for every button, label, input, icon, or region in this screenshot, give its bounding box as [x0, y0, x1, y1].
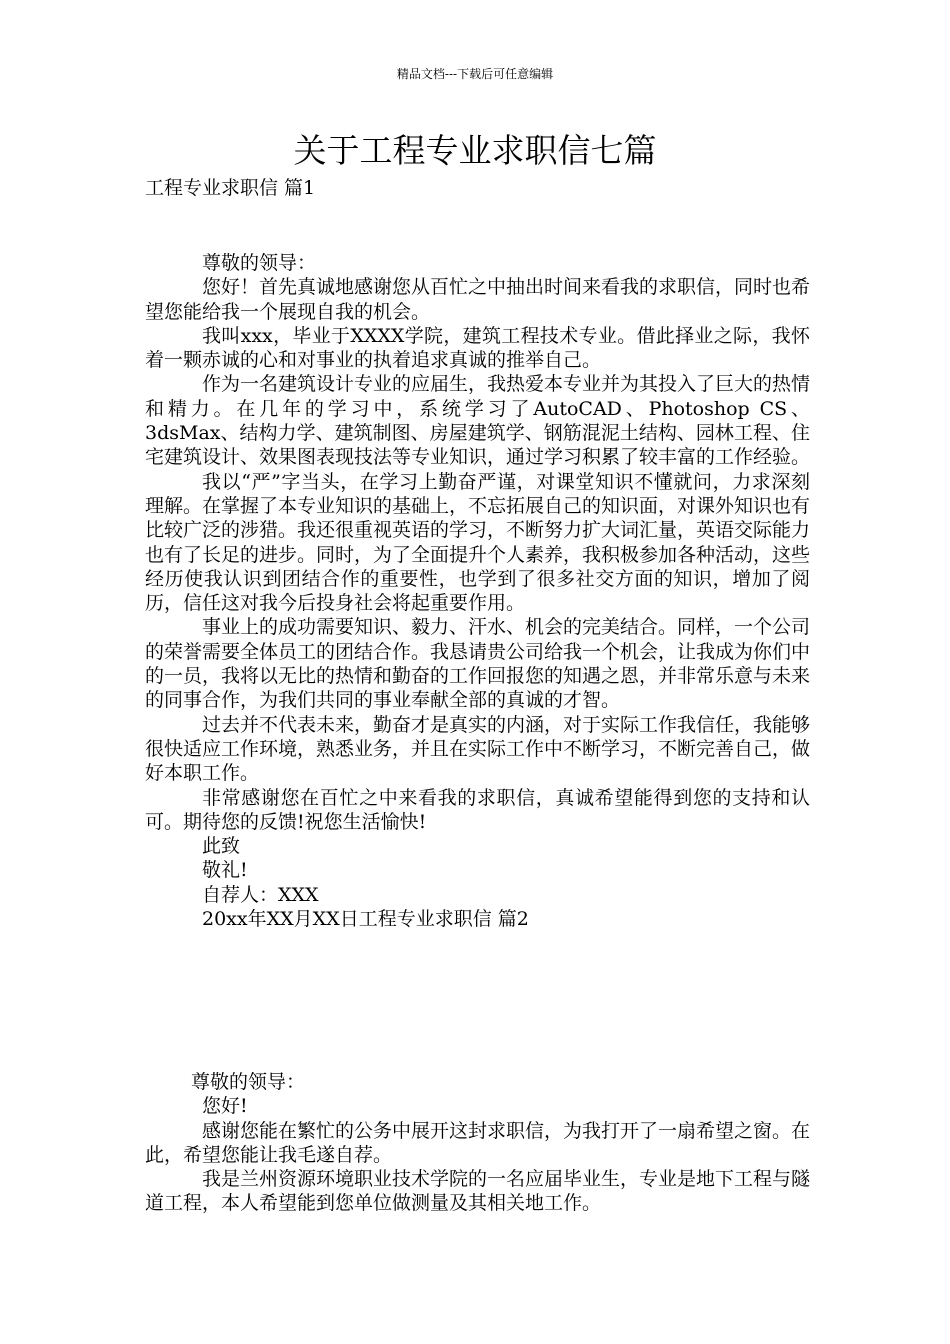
- page-header: 精品文档---下载后可任意编辑: [396, 67, 554, 81]
- paragraph: 作为一名建筑设计专业的应届生，我热爱本专业并为其投入了巨大的热情和精力。在几年的学习中，系统学习了AutoCAD、Photoshop CS、3dsMax、结构力学、建筑制图、房屋建筑学、钢筋混泥土结构、园林工程、住宅建筑设计、效果图表现技法等专业知识，通过学习积累了较丰富的工作经验。: [145, 373, 811, 469]
- paragraph: 我叫xxx，毕业于XXXX学院，建筑工程技术专业。借此择业之际，我怀着一颗赤诚的心和对事业的执着追求真诚的推举自己。: [145, 324, 810, 372]
- salutation: 尊敬的领导：: [202, 252, 317, 274]
- paragraph: 我以“严”字当头，在学习上勤奋严谨，对课堂知识不懂就问，力求深刻理解。在掌握了本专业知识的基础上，不忘拓展自己的知识面，对课外知识也有比较广泛的涉猎。我还很重视英语的学习，不断努力扩大词汇量，英语交际能力也有了长足的进步。同时，为了全面提升个人素养，我积极参加各种活动，这些经历使我认识到团结合作的重要性，也学到了很多社交方面的知识，增加了阅历，信任这对我今后投身社会将起重要作用。: [145, 470, 811, 615]
- greeting: 您好!: [202, 1095, 248, 1118]
- signature: 自荐人：XXX: [202, 883, 319, 906]
- closing-line: 敬礼!: [202, 859, 248, 882]
- closing-line: 此致: [202, 835, 241, 858]
- paragraph: 感谢您能在繁忙的公务中展开这封求职信，为我打开了一扇希望之窗。在此，希望您能让我毛遂自荐。: [145, 1119, 811, 1166]
- paragraph: 我是兰州资源环境职业技术学院的一名应届毕业生，专业是地下工程与隧道工程，本人希望能到您单位做测量及其相关地工作。: [145, 1168, 811, 1215]
- paragraph: 事业上的成功需要知识、毅力、汗水、机会的完美结合。同样，一个公司的荣誉需要全体员工的团结合作。我恳请贵公司给我一个机会，让我成为你们中的一员，我将以无比的热情和勤奋的工作回报您的知遇之恩，并非常乐意与未来的同事合作，为我们共同的事业奉献全部的真诚的才智。: [145, 616, 811, 712]
- document-title: 关于工程专业求职信七篇: [293, 131, 657, 170]
- salutation: 尊敬的领导：: [191, 1071, 306, 1093]
- paragraph: 非常感谢您在百忙之中来看我的求职信，真诚希望能得到您的支持和认可。期待您的反馈!祝您生活愉快!: [145, 786, 810, 833]
- section-title-1: 工程专业求职信 篇1: [145, 177, 316, 199]
- paragraph: 过去并不代表未来，勤奋才是真实的内涵，对于实际工作我信任，我能够很快适应工作环境，熟悉业务，并且在实际工作中不断学习，不断完善自己，做好本职工作。: [145, 713, 811, 785]
- date-line: 20xx年XX月XX日工程专业求职信 篇2: [202, 908, 529, 931]
- letter-1: [145, 251, 810, 931]
- paragraph: 您好！首先真诚地感谢您从百忙之中抽出时间来看我的求职信，同时也希望您能给我一个展现自我的机会。: [145, 276, 811, 323]
- letter-2: [145, 1070, 810, 1216]
